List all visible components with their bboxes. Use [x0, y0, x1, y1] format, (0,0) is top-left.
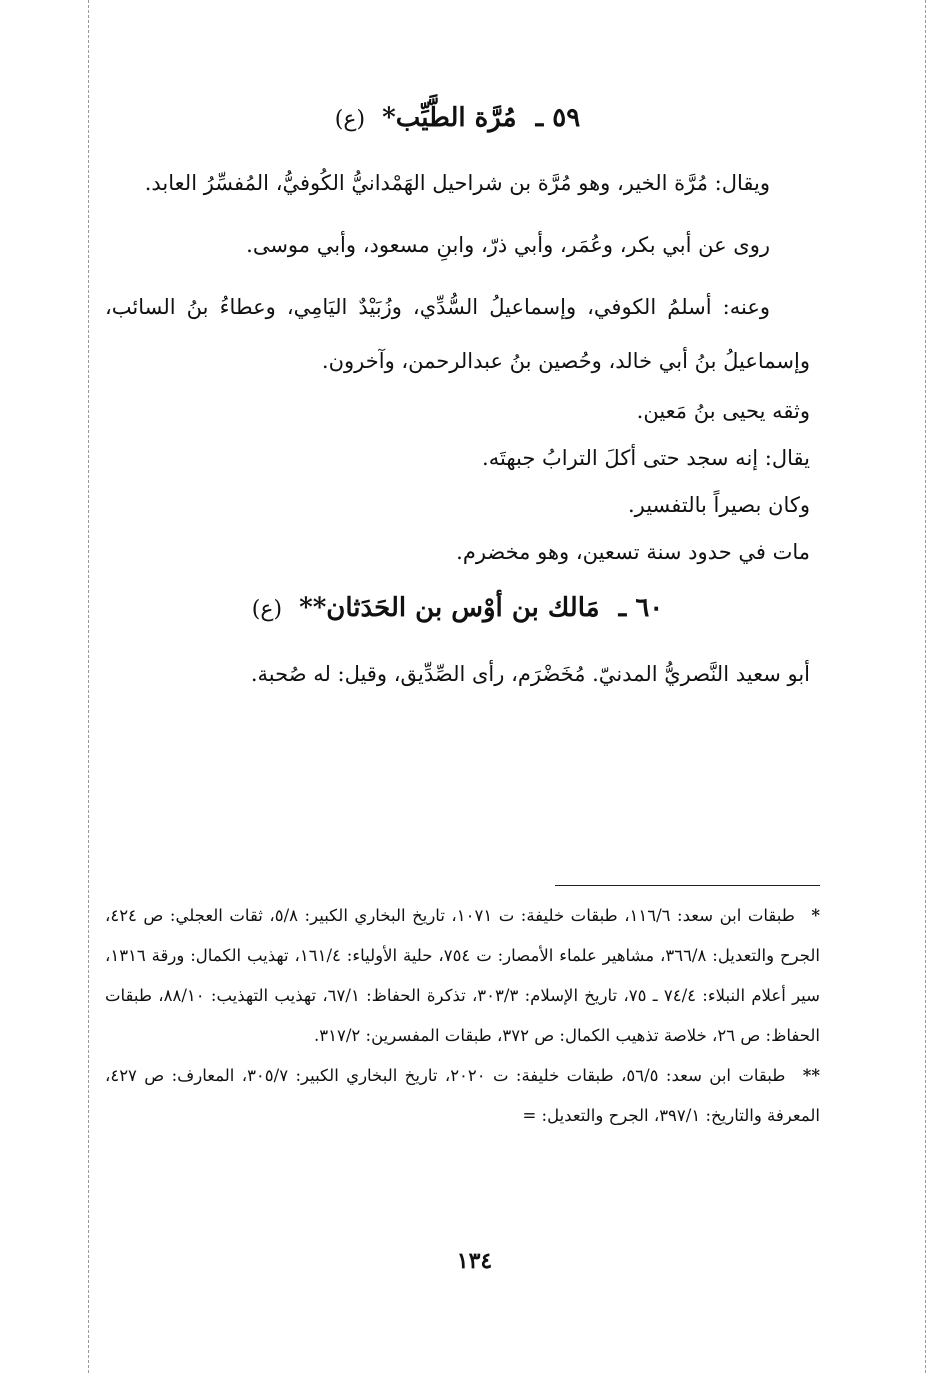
entry-paragraph: روى عن أبي بكر، وعُمَر، وأبي ذرّ، وابنِ مسعود، وأبي موسى. [246, 233, 770, 258]
right-margin-guide [925, 0, 926, 1373]
entry-line: وكان بصيراً بالتفسير. [627, 493, 810, 518]
footnote-separator [555, 885, 820, 886]
entry-number: ٥٩ ـ [535, 103, 581, 133]
entry-paragraph: أبو سعيد النَّصريُّ المدنيّ. مُخَضْرَم، رأى الصِّدِّيق، وقيل: له صُحبة. [250, 661, 810, 686]
entry-heading-59 [105, 100, 810, 136]
entry-number: ٦٠ ـ [618, 593, 664, 624]
footnotes [105, 885, 820, 1136]
footnote-text: طبقات ابن سعد: ٥٦/٥، طبقات خليفة: ت ٢٠٢٠، تاريخ البخاري الكبير: ٣٠٥/٧، المعارف: ص ٤٢٧، المعرفة والتاريخ: ٣٩٧/١، الجرح والتعديل: = [105, 1066, 820, 1125]
entry-siglum: (ع) [334, 107, 366, 132]
footnote-text: طبقات ابن سعد: ١١٦/٦، طبقات خليفة: ت ١٠٧١، تاريخ البخاري الكبير: ٥/٨، ثقات العجلي: ص ٤٢٤، الجرح والتعديل: ٣٦٦/٨، مشاهير علماء الأمصار: ت ٧٥٤، حلية الأولياء: ١٦١/٤، تهذيب الكمال: ورقة ١٣١٦، سير أعلام النبلاء: ٧٤/٤ ـ ٧٥، تاريخ الإسلام: ٣٠٣/٣، تذكرة الحفاظ: ٦٧/١، تهذيب التهذيب: ٨٨/١٠، طبقات الحفاظ: ص ٢٦، خلاصة تذهيب الكمال: ص ٣٧٢، طبقات المفسرين: ٣١٧/٢. [105, 906, 820, 1045]
footnote [105, 896, 820, 1056]
footnote [105, 1056, 820, 1136]
entry-siglum: (ع) [251, 597, 283, 623]
entry-name: مَالك بن أوْس بن الحَدَثان** [299, 593, 600, 624]
footnote-mark: ** [802, 1066, 821, 1085]
footnote-mark: * [811, 906, 821, 925]
page-number: ١٣٤ [456, 1248, 493, 1274]
entry-heading-60 [105, 590, 810, 626]
entry-line: وثقه يحيى بنُ مَعين. [636, 399, 810, 424]
entry-line: مات في حدود سنة تسعين، وهو مخضرم. [456, 540, 810, 565]
left-margin-guide [88, 0, 89, 1373]
main-text [105, 100, 810, 709]
entry-name: مُرَّة الطَّيِّب* [382, 103, 517, 133]
entry-paragraph: ويقال: مُرَّة الخير، وهو مُرَّة بن شراحيل الهَمْدانيُّ الكُوفيُّ، المُفسِّرُ العابد. [144, 171, 770, 196]
entry-paragraph: وعنه: أسلمُ الكوفي، وإسماعيلُ السُّدِّي، وزُبَيْدٌ اليَامِي، وعطاءُ بنُ السائب، وإسماعيلُ بنُ أبي خالد، وحُصين بنُ عبدالرحمن، وآخرون. [105, 295, 810, 374]
entry-line: يقال: إنه سجد حتى أكلَ الترابُ جبهتَه. [482, 446, 810, 471]
